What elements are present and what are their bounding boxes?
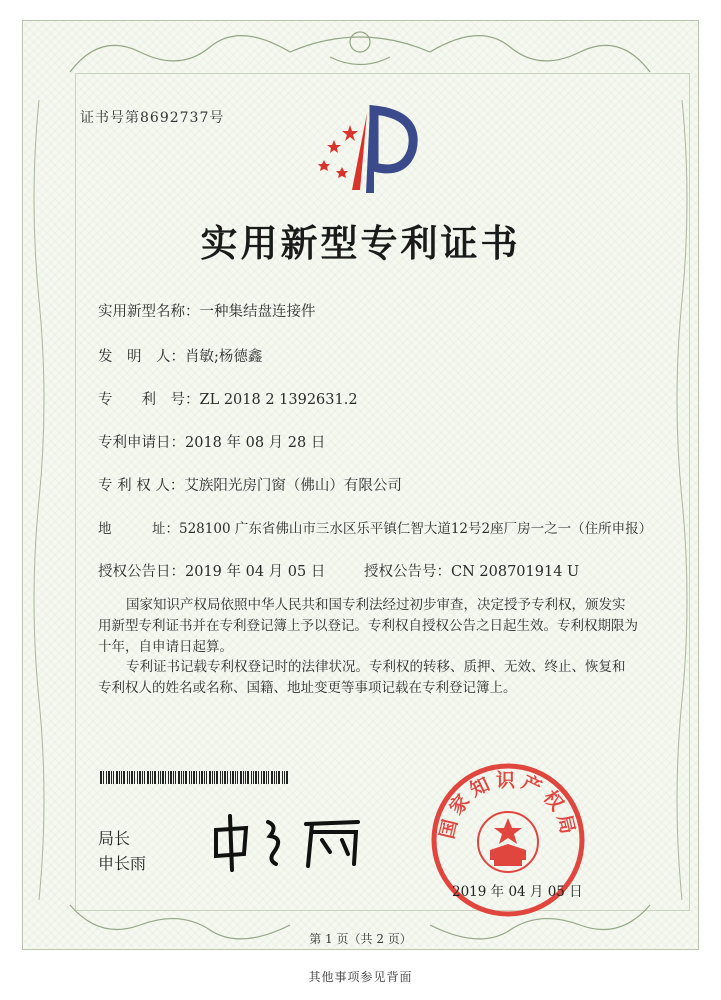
- field-name-label: 实用新型名称：: [98, 304, 200, 320]
- body-paragraph-2: [98, 657, 638, 699]
- field-grant-date-value: 2019 年 04 月 05 日: [185, 564, 326, 580]
- field-grant-no: [364, 560, 579, 581]
- footer-note: 其他事项参见背面: [308, 970, 413, 984]
- patent-office-logo-icon: [312, 105, 422, 195]
- field-address: [98, 517, 652, 537]
- field-patentee-value: 艾族阳光房门窗（佛山）有限公司: [184, 478, 402, 494]
- body-paragraph-2-text: 专利证书记载专利权登记时的法律状况。专利权的转移、质押、无效、终止、恢复和专利权人的姓名或名称、国籍、地址变更等事项记载在专利登记簿上。: [98, 659, 626, 696]
- field-grant-date: [98, 560, 325, 581]
- certificate-number-label: 证书号第: [80, 110, 140, 126]
- field-name: [98, 300, 316, 321]
- field-patentee: [98, 474, 402, 495]
- field-patent-no-value: ZL 2018 2 1392631.2: [199, 392, 358, 408]
- field-patentee-label: 专 利 权 人：: [98, 478, 185, 494]
- barcode-icon: [100, 771, 290, 784]
- seal-date: 2019 年 04 月 05 日: [452, 884, 583, 900]
- director-name: 申长雨: [98, 854, 147, 873]
- field-inventor: [98, 345, 262, 366]
- field-patent-no-label: 专 利 号：: [98, 392, 200, 408]
- field-filing-date-value: 2018 年 08 月 28 日: [185, 435, 326, 451]
- certificate-number-suffix: 号: [209, 110, 225, 126]
- field-grant-no-label: 授权公告号：: [364, 564, 451, 580]
- top-ornament-icon: [60, 22, 660, 82]
- certificate-number-value: 8692737: [140, 110, 210, 126]
- field-address-value: 528100 广东省佛山市三水区乐平镇仁智大道12号2座厂房一之一（住所申报）: [179, 521, 653, 537]
- field-inventor-label: 发 明 人：: [98, 349, 185, 365]
- field-name-value: 一种集结盘连接件: [199, 304, 316, 320]
- certificate-title: 实用新型专利证书: [200, 221, 521, 265]
- director-title: 局长: [98, 829, 131, 848]
- director-signature-icon: [208, 812, 368, 872]
- field-filing-date: [98, 431, 325, 452]
- certificate-number: [80, 107, 224, 127]
- field-grant-date-label: 授权公告日：: [98, 564, 185, 580]
- body-paragraph-1-text: 国家知识产权局依照中华人民共和国专利法经过初步审查，决定授予专利权，颁发实用新型专利证书并在专利登记簿上予以登记。专利权自授权公告之日起生效。专利权期限为十年，自申请日起算。: [98, 597, 638, 655]
- page-number: 第 1 页（共 2 页）: [309, 932, 412, 946]
- field-patent-no: [98, 388, 358, 409]
- field-filing-date-label: 专利申请日：: [98, 435, 185, 451]
- field-inventor-value: 肖敏;杨德鑫: [185, 349, 263, 365]
- field-address-label: 地 址：: [98, 521, 179, 537]
- field-grant-no-value: CN 208701914 U: [451, 564, 580, 580]
- seal-text: 国家知识产权局: [436, 769, 580, 841]
- body-paragraph-1: [98, 595, 638, 658]
